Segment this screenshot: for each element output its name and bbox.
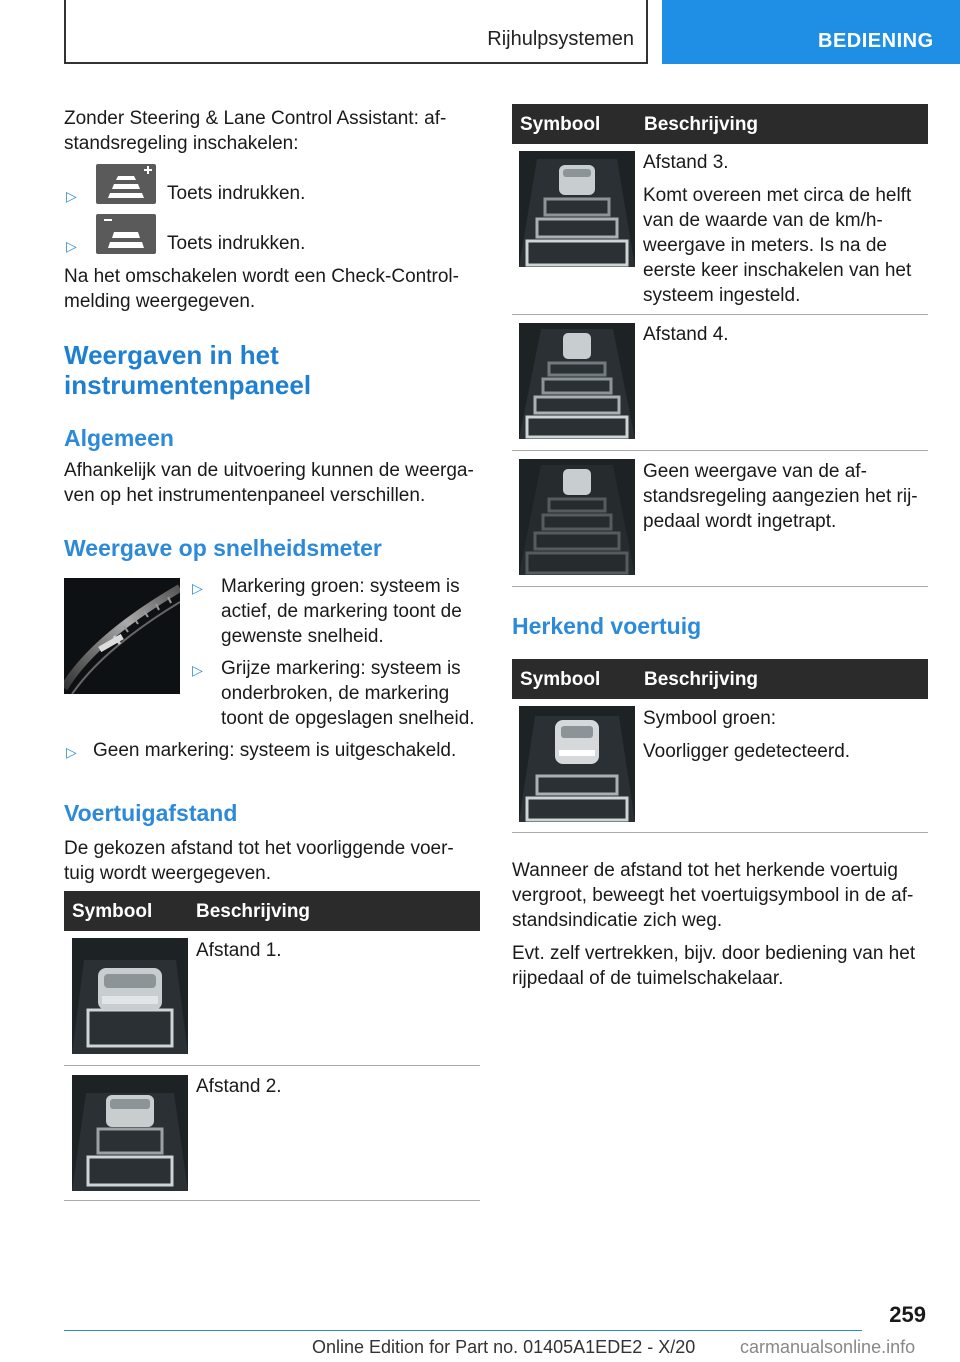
header-chapter-title: BEDIENING [818, 30, 934, 52]
row-divider [512, 586, 928, 587]
no-distance-symbol-image [519, 459, 635, 575]
vehicle-detected-description: Symbool groen: Voorligger gedetecteerd. [643, 708, 851, 762]
vehicle-detected-symbol-image [519, 706, 635, 822]
row-divider [512, 450, 928, 451]
distance-2-description: Afstand 2. [196, 1076, 282, 1097]
bullet-triangle-icon: ▷ [66, 238, 77, 254]
bullet-grey-marker: Grijze markering: systeem is onderbroken, de markering toont de opgeslagen snelheid. [221, 658, 475, 729]
footer-watermark: carmanualsonline.info [740, 1337, 916, 1357]
subheading-voertuigafstand: Voertuigafstand [64, 800, 238, 826]
distance-2-symbol-image [72, 1075, 188, 1191]
header-section-box [64, 0, 648, 64]
distance-3-symbol-image [519, 151, 635, 267]
subheading-snelheidsmeter: Weergave op snelheidsmeter [64, 535, 382, 561]
col-beschrijving: Beschrijving [644, 669, 759, 690]
no-distance-description: Geen weergave van de af- standsregeling aangezien het rij- pedaal wordt ingetrapt. [643, 461, 918, 532]
col-symbool: Symbool [520, 114, 601, 135]
recognized-table-header [512, 659, 928, 699]
row-divider [64, 1200, 480, 1201]
row-divider [512, 314, 928, 315]
page-number: 259 [889, 1302, 926, 1327]
distance-3-description: Afstand 3. Komt overeen met circa de helft van de waarde van de km/h- weergave in meters. Is na de eerste keer inschakelen van het systeem ingesteld. [643, 152, 912, 306]
bullet-triangle-icon: ▷ [66, 744, 77, 760]
speedometer-image [64, 578, 180, 694]
after-keys-paragraph: Na het omschakelen wordt een Check-Control- melding weergegeven. [64, 266, 459, 312]
distance-toggle-icon [96, 214, 156, 254]
bullet-triangle-icon: ▷ [192, 580, 203, 596]
key2-instruction: Toets indrukken. [167, 233, 306, 254]
key1-instruction: Toets indrukken. [167, 183, 306, 204]
drive-off-paragraph: Evt. zelf vertrekken, bijv. door bediening van het rijpedaal of de tuimelschakelaar. [512, 943, 916, 989]
voertuigafstand-paragraph: De gekozen afstand tot het voorliggende voer- tuig wordt weergegeven. [64, 838, 454, 884]
section-heading: Weergaven in het instrumentenpaneel [64, 340, 312, 400]
bullet-triangle-icon: ▷ [192, 662, 203, 678]
col-symbool: Symbool [72, 901, 153, 922]
distance-1-symbol-image [72, 938, 188, 1054]
col-symbool: Symbool [520, 669, 601, 690]
col-beschrijving: Beschrijving [196, 901, 311, 922]
header-section-title: Rijhulpsystemen [487, 28, 634, 50]
row-divider [512, 832, 928, 833]
algemeen-paragraph: Afhankelijk van de uitvoering kunnen de weerga- ven op het instrumentenpaneel verschillen. [64, 460, 474, 506]
subheading-herkend-voertuig: Herkend voertuig [512, 613, 702, 639]
distance-4-symbol-image [519, 323, 635, 439]
bullet-triangle-icon: ▷ [66, 188, 77, 204]
distance-table-header [64, 891, 480, 931]
col-beschrijving: Beschrijving [644, 114, 759, 135]
footer-divider [64, 1330, 862, 1331]
bullet-green-marker: Markering groen: systeem is actief, de markering toont de gewenste snelheid. [221, 576, 462, 647]
lane-keep-toggle-icon [96, 164, 156, 204]
distance-1-description: Afstand 1. [196, 940, 282, 961]
bullet-no-marker: Geen markering: systeem is uitgeschakeld. [93, 740, 457, 761]
subheading-algemeen: Algemeen [64, 425, 174, 451]
intro-paragraph: Zonder Steering & Lane Control Assistant: af- standsregeling inschakelen: [64, 108, 447, 154]
distance-4-description: Afstand 4. [643, 324, 729, 345]
row-divider [64, 1065, 480, 1066]
distance-grows-paragraph: Wanneer de afstand tot het herkende voertuig vergroot, beweegt het voertuigsymbool in de af- standsindicatie zich weg. [512, 860, 914, 931]
distance-table-cont-header [512, 104, 928, 144]
header-chapter-tab [662, 0, 960, 64]
footer-edition: Online Edition for Part no. 01405A1EDE2 - X/20 [312, 1337, 696, 1357]
